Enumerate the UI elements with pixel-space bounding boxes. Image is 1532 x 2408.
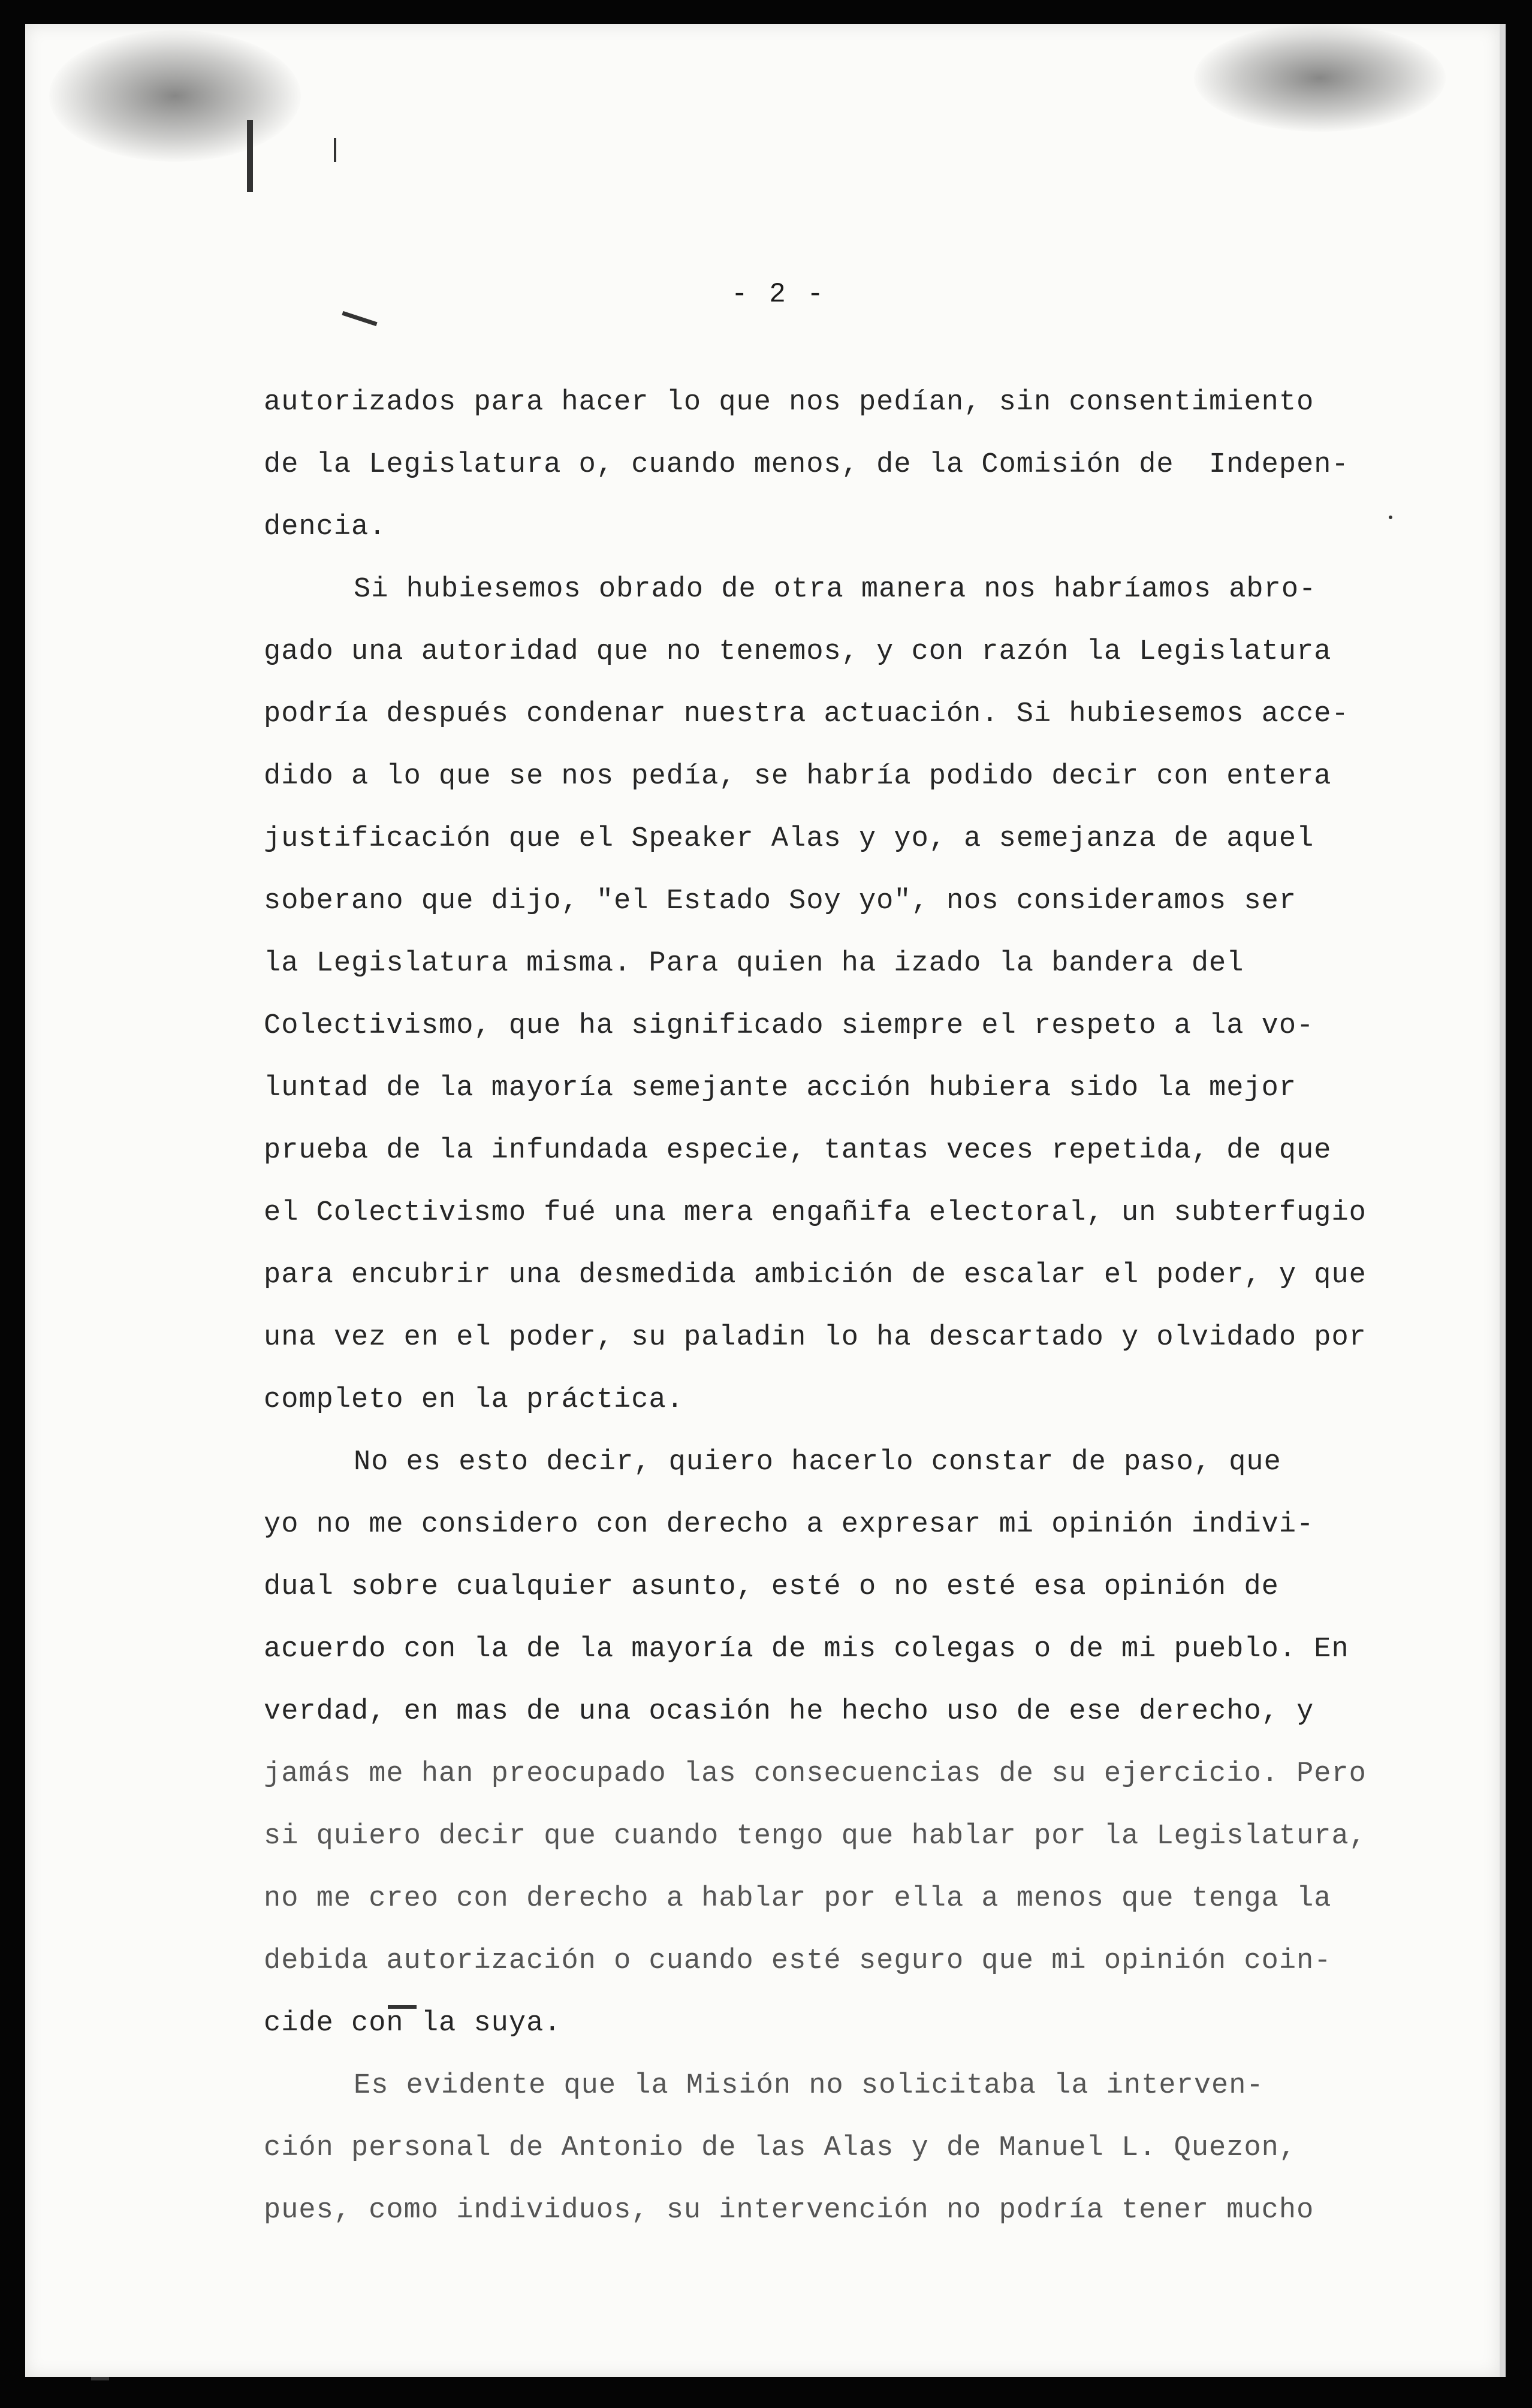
ink-mark bbox=[334, 138, 336, 162]
page-number: - 2 - bbox=[731, 279, 827, 310]
paragraph bbox=[264, 2055, 1415, 2242]
text-line: jamás me han preocupado las consecuencias de su ejercicio. Pero bbox=[264, 1758, 1367, 1790]
text-line: acuerdo con la de la mayoría de mis colegas o de mi pueblo. En bbox=[264, 1634, 1349, 1665]
text-line: para encubrir una desmedida ambición de escalar el poder, y que bbox=[264, 1259, 1367, 1291]
text-line: si quiero decir que cuando tengo que hablar por la Legislatura, bbox=[264, 1821, 1367, 1852]
typed-text-body bbox=[264, 372, 1415, 2242]
text-line: gado una autoridad que no tenemos, y con razón la Legislatura bbox=[264, 636, 1332, 668]
ink-smudge-top-right bbox=[1194, 24, 1446, 132]
text-line: la Legislatura misma. Para quien ha izado la bandera del bbox=[264, 948, 1244, 980]
text-line: prueba de la infundada especie, tantas veces repetida, de que bbox=[264, 1135, 1332, 1167]
text-line: No es esto decir, quiero hacerlo constar de paso, que bbox=[354, 1446, 1281, 1478]
ink-mark bbox=[91, 2377, 109, 2380]
ink-mark bbox=[247, 120, 253, 192]
text-line: cide con la suya. bbox=[264, 2008, 562, 2039]
text-line: autorizados para hacer lo que nos pedían, sin consentimiento bbox=[264, 387, 1314, 418]
text-line: dencia. bbox=[264, 511, 387, 543]
text-line: soberano que dijo, "el Estado Soy yo", nos consideramos ser bbox=[264, 885, 1297, 917]
text-line: dido a lo que se nos pedía, se habría podido decir con entera bbox=[264, 761, 1332, 792]
text-line: pues, como individuos, su intervención no podría tener mucho bbox=[264, 2195, 1314, 2226]
text-line: debida autorización o cuando esté seguro que mi opinión coin- bbox=[264, 1945, 1332, 1977]
text-line: Si hubiesemos obrado de otra manera nos habríamos abro- bbox=[354, 574, 1317, 605]
paragraph bbox=[264, 559, 1415, 1431]
text-line: Colectivismo, que ha significado siempre el respeto a la vo- bbox=[264, 1010, 1314, 1042]
text-line: Es evidente que la Misión no solicitaba la interven- bbox=[354, 2070, 1264, 2102]
paragraph bbox=[264, 1431, 1415, 2055]
text-line: dual sobre cualquier asunto, esté o no esté esa opinión de bbox=[264, 1571, 1279, 1603]
text-line: yo no me considero con derecho a expresar mi opinión indivi- bbox=[264, 1509, 1314, 1541]
text-line: una vez en el poder, su paladin lo ha descartado y olvidado por bbox=[264, 1322, 1367, 1354]
text-line: ción personal de Antonio de las Alas y de Manuel L. Quezon, bbox=[264, 2132, 1297, 2164]
text-line: de la Legislatura o, cuando menos, de la Comisión de Indepen- bbox=[264, 449, 1349, 481]
ink-smudge-top-left bbox=[49, 30, 301, 162]
text-line: completo en la práctica. bbox=[264, 1384, 684, 1416]
text-line: justificación que el Speaker Alas y yo, a semejanza de aquel bbox=[264, 823, 1314, 855]
paragraph bbox=[264, 372, 1415, 559]
text-line: el Colectivismo fué una mera engañifa electoral, un subterfugio bbox=[264, 1197, 1367, 1229]
text-line: podría después condenar nuestra actuación. Si hubiesemos acce- bbox=[264, 698, 1349, 730]
text-line: verdad, en mas de una ocasión he hecho uso de ese derecho, y bbox=[264, 1696, 1314, 1728]
text-line: no me creo con derecho a hablar por ella a menos que tenga la bbox=[264, 1883, 1332, 1915]
ink-mark bbox=[342, 311, 377, 326]
text-line: luntad de la mayoría semejante acción hubiera sido la mejor bbox=[264, 1072, 1297, 1104]
